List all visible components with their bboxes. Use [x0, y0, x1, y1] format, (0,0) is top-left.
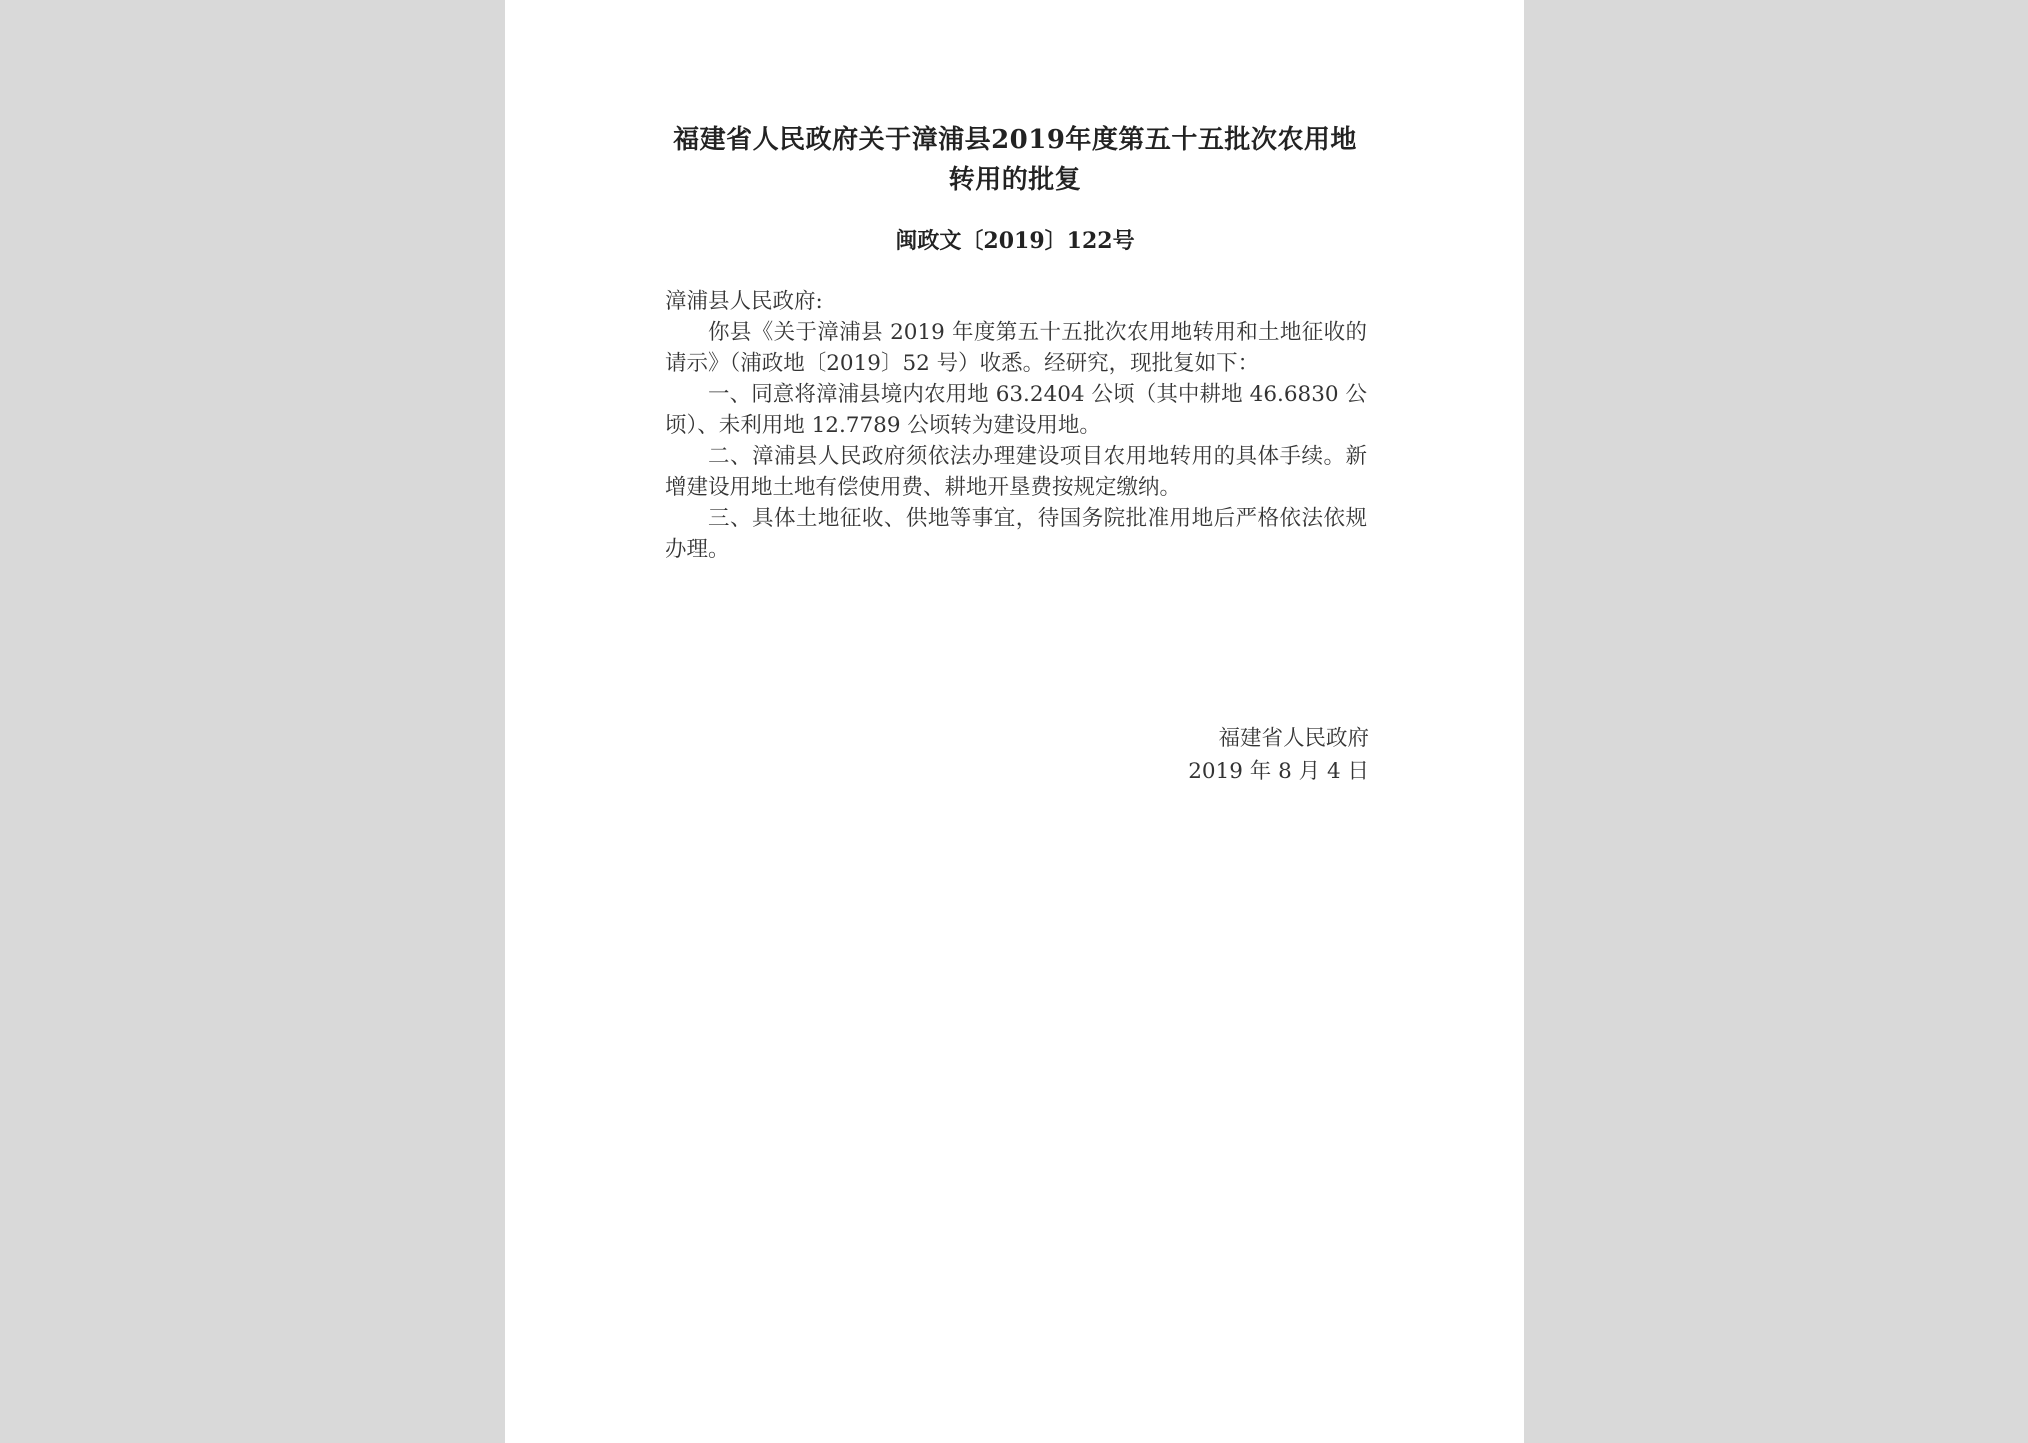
paragraph-intro: 你县《关于漳浦县 2019 年度第五十五批次农用地转用和土地征收的请示》（浦政地〔2019〕52 号）收悉。经研究，现批复如下： — [665, 320, 1367, 376]
signature-block — [1188, 722, 1369, 788]
salutation: 漳浦县人民政府: — [665, 289, 823, 314]
signature-organization: 福建省人民政府 — [1218, 726, 1369, 751]
document-page — [505, 0, 1524, 1443]
document-body — [665, 286, 1367, 565]
document-title: 福建省人民政府关于漳浦县2019年度第五十五批次农用地转用的批复 — [673, 125, 1357, 195]
paragraph-item-1: 一、同意将漳浦县境内农用地 63.2404 公顷（其中耕地 46.6830 公顷）、未利用地 12.7789 公顷转为建设用地。 — [665, 382, 1367, 438]
paragraph-item-2: 二、漳浦县人民政府须依法办理建设项目农用地转用的具体手续。新增建设用地土地有偿使用费、耕地开垦费按规定缴纳。 — [665, 444, 1367, 500]
document-number: 闽政文〔2019〕122号 — [895, 228, 1135, 254]
signature-date: 2019 年 8 月 4 日 — [1188, 759, 1369, 784]
paragraph-item-3: 三、具体土地征收、供地等事宜，待国务院批准用地后严格依法依规办理。 — [665, 506, 1367, 562]
